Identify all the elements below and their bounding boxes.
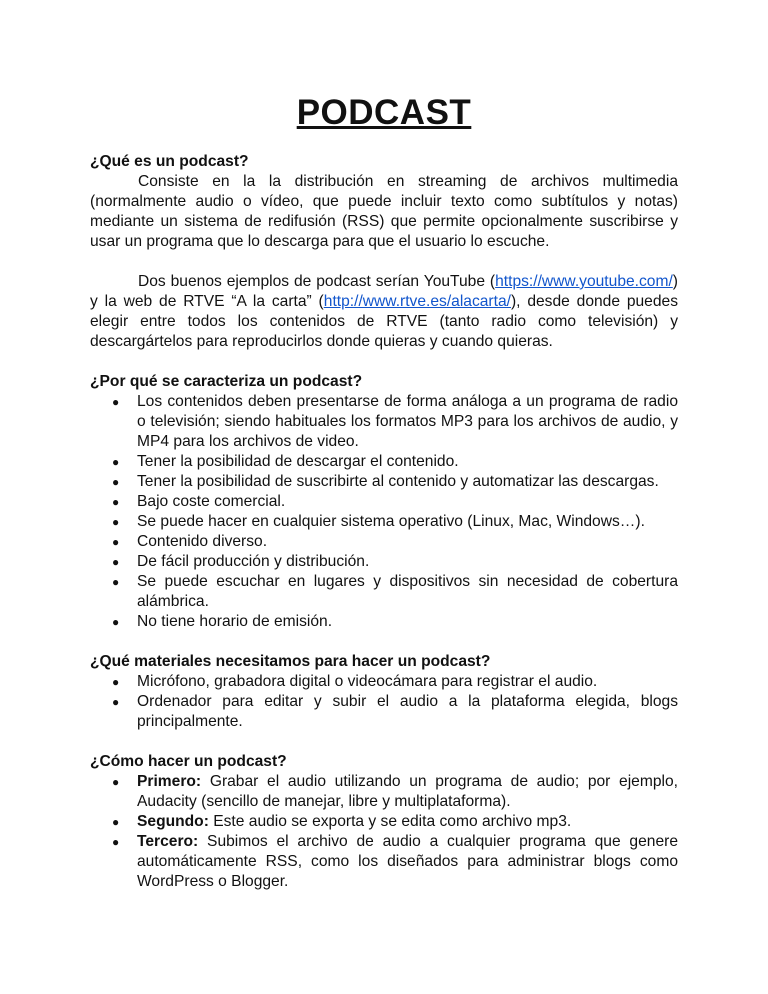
paragraph-examples — [90, 272, 678, 352]
list-item: ● Primero: Grabar el audio utilizando un programa de audio; por ejemplo, Audacity (sencillo de manejar, libre y multiplataforma). — [112, 773, 678, 810]
list-item: ● Se puede hacer en cualquier sistema operativo (Linux, Mac, Windows…). — [112, 513, 645, 530]
bullet-icon: ● — [112, 835, 120, 849]
list-item: ● Se puede escuchar en lugares y dispositivos sin necesidad de cobertura alámbrica. — [112, 573, 678, 610]
youtube-link[interactable]: https://www.youtube.com/ — [495, 273, 673, 290]
rtve-link[interactable]: http://www.rtve.es/alacarta/ — [323, 293, 511, 310]
list-item: ● No tiene horario de emisión. — [112, 613, 333, 630]
bullet-icon: ● — [112, 675, 120, 689]
list-item: ● Bajo coste comercial. — [112, 493, 286, 510]
list-item: ● Ordenador para editar y subir el audio a la plataforma elegida, blogs principalmente. — [112, 693, 678, 730]
list-item: ● Tener la posibilidad de suscribirte al contenido y automatizar las descargas. — [112, 473, 659, 490]
examples-text-2: ) y la web de RTVE “A la carta” ( — [90, 273, 678, 310]
section-gap — [90, 632, 678, 652]
bullet-icon: ● — [112, 815, 120, 829]
materials-list — [90, 672, 678, 732]
bullet-icon: ● — [112, 455, 120, 469]
section-heading-como-hacer: ¿Cómo hacer un podcast? — [90, 753, 287, 770]
examples-text-1: Dos buenos ejemplos de podcast serían YouTube ( — [138, 273, 496, 290]
section-gap — [90, 352, 678, 372]
section-heading-materiales: ¿Qué materiales necesitamos para hacer un podcast? — [90, 653, 491, 670]
section-gap — [90, 732, 678, 752]
page-title: PODCAST — [296, 93, 472, 132]
section-heading-caracteriza: ¿Por qué se caracteriza un podcast? — [90, 373, 363, 390]
steps-list — [90, 772, 678, 892]
list-item: ● Contenido diverso. — [112, 533, 268, 550]
bullet-icon: ● — [112, 395, 120, 409]
bullet-icon: ● — [112, 695, 120, 709]
list-item: ● Tercero: Subimos el archivo de audio a cualquier programa que genere automáticamente RSS, como los diseñados para administrar blogs como WordPress o Blogger. — [112, 833, 678, 890]
list-item: ● Segundo: Este audio se exporta y se edita como archivo mp3. — [112, 813, 572, 830]
list-item: ● De fácil producción y distribución. — [112, 553, 370, 570]
list-item: ● Los contenidos deben presentarse de forma análoga a un programa de radio o televisión; siendo habituales los formatos MP3 para los archivos de audio, y MP4 para los archivos de video. — [112, 393, 678, 450]
step-label: Segundo: — [137, 813, 209, 830]
bullet-icon: ● — [112, 575, 120, 589]
list-item: ● Tener la posibilidad de descargar el contenido. — [112, 453, 459, 470]
step-label: Tercero: — [137, 833, 199, 850]
bullet-icon: ● — [112, 535, 120, 549]
bullet-icon: ● — [112, 495, 120, 509]
bullet-icon: ● — [112, 515, 120, 529]
bullet-icon: ● — [112, 475, 120, 489]
paragraph-gap — [90, 252, 678, 272]
features-list — [90, 392, 678, 632]
paragraph-definition: Consiste en la la distribución en streaming de archivos multimedia (normalmente audio o vídeo, que puede incluir texto como subtítulos y notas) mediante un sistema de redifusión (RSS) que permite opcionalmente suscribirse y usar un programa que lo descarga para que el usuario lo escuche. — [90, 173, 678, 250]
document-page — [90, 90, 678, 892]
bullet-icon: ● — [112, 555, 120, 569]
bullet-icon: ● — [112, 775, 120, 789]
step-label: Primero: — [137, 773, 202, 790]
examples-text-3: ), desde donde puedes elegir entre todos los contenidos de RTVE (tanto radio como televisión) y descargártelos para reproducirlos donde quieras y cuando quieras. — [90, 293, 678, 350]
list-item: ● Micrófono, grabadora digital o videocámara para registrar el audio. — [112, 673, 598, 690]
bullet-icon: ● — [112, 615, 120, 629]
section-heading-que-es: ¿Qué es un podcast? — [90, 153, 249, 170]
